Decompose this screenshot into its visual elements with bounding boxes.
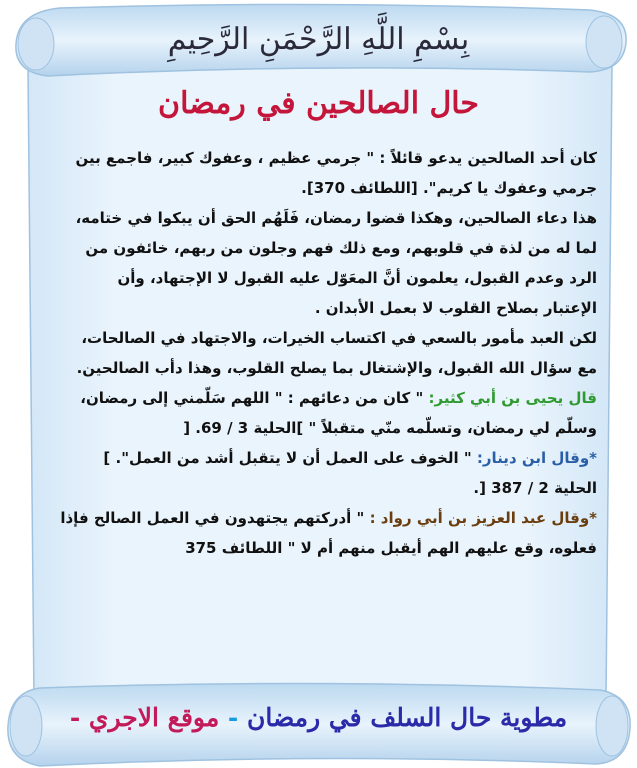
article-body bbox=[60, 143, 597, 563]
footer-trail-dash: - bbox=[69, 703, 89, 732]
footer-banner bbox=[0, 703, 637, 732]
quote-speaker-ibn-dinar: *وقال ابن دينار: bbox=[476, 449, 597, 467]
quote-text-ibn-dinar: " الخوف على العمل أن لا يتقبل أشد من العمل". ] الحلية 2 / 387 [. bbox=[103, 449, 597, 497]
paragraph-effort: لكن العبد مأمور بالسعي في اكتساب الخيرات، والاجتهاد في الصالحات، مع سؤال الله القبول، والإشتغال بما يصلح القلوب، وهذا دأب الصالحين. bbox=[76, 329, 597, 377]
paragraph-salihin: هذا دعاء الصالحين، وهكذا قضوا رمضان، فَلَهُم الحق أن يبكوا في ختامه، لما له من لذة في قلوبهم، ومع ذلك فهم وجلون من ربهم، خائفون من الرد وعدم القبول، يعلمون أنَّ المعَوّل عليه القبول لا الإجتهاد، وأن الإعتبار بصلاح القلوب لا بعمل الأبدان . bbox=[75, 209, 597, 317]
quote-abdulaziz bbox=[60, 503, 597, 563]
basmala-calligraphy: بِسْمِ اللَّهِ الرَّحْمَنِ الرَّحِيمِ bbox=[167, 22, 470, 57]
page-title: حال الصالحين في رمضان bbox=[158, 86, 479, 121]
footer-separator: - bbox=[219, 703, 248, 732]
quote-speaker-yahya: قال يحيى بن أبي كثير: bbox=[428, 389, 597, 407]
footer-site-name: موقع الاجري bbox=[88, 703, 220, 732]
quote-ibn-dinar bbox=[60, 443, 597, 503]
quote-text-abdulaziz: " أدركتهم يجتهدون في العمل الصالح فإذا فعلوه، وقع عليهم الهم أيقبل منهم أم لا " اللطائف 375 bbox=[60, 509, 597, 557]
paragraph-dua: كان أحد الصالحين يدعو قائلاً : " جرمي عظيم ، وعفوك كبير، فاجمع بين جرمي وعفوك يا كريم". [اللطائف 370]. bbox=[75, 149, 597, 197]
quote-text-yahya: " كان من دعائهم : " اللهم سَلّمني إلى رمضان، وسلّم لي رمضان، وتسلّمه منّي متقبلاً " ]الحلية 3 / 69. [ bbox=[80, 389, 597, 437]
quote-speaker-abdulaziz: *وقال عبد العزيز بن أبي رواد : bbox=[369, 509, 597, 527]
quote-yahya bbox=[60, 383, 597, 443]
footer-title: مطوية حال السلف في رمضان bbox=[247, 703, 568, 732]
